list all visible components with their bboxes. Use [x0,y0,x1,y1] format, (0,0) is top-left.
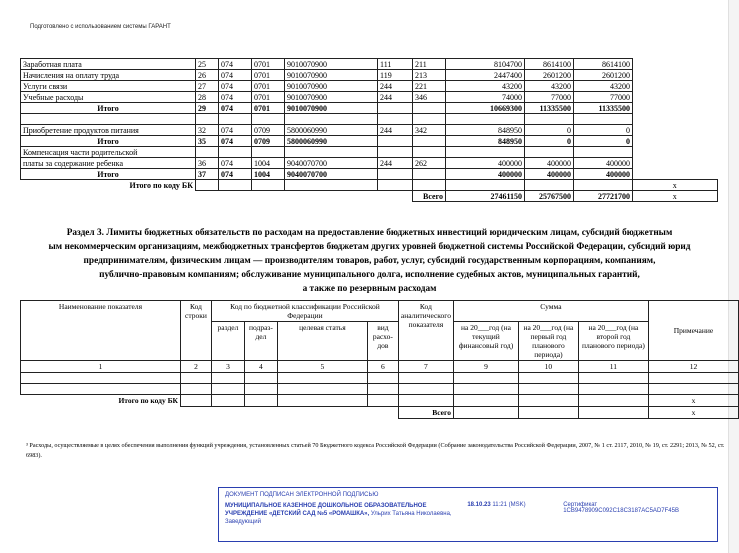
table-cell: 9040070700 [285,158,378,169]
column-number: 11 [578,361,648,373]
table-cell: 29 [196,103,219,114]
table-cell: 400000 [574,169,633,180]
table-cell: 074 [219,92,252,103]
table-cell: 9010070900 [285,103,378,114]
table-cell: 36 [196,158,219,169]
table-cell: 074 [219,125,252,136]
table-cell: 400000 [446,158,525,169]
header-sum-1: на 20___год (на текущий финансовый год) [453,322,518,361]
signature-datetime [467,502,555,526]
header-razdel: раздел [211,322,244,361]
table-cell: 77000 [525,92,574,103]
header-note: Примечание [648,301,738,361]
x-cell: х [633,180,718,191]
table-cell: 074 [219,59,252,70]
table-cell: 119 [378,70,413,81]
table-cell: 074 [219,169,252,180]
vsego-value: 27721700 [574,191,633,202]
signature-title: ДОКУМЕНТ ПОДПИСАН ЭЛЕКТРОННОЙ ПОДПИСЬЮ [225,492,379,498]
table-cell: 0701 [252,92,285,103]
table-cell: 32 [196,125,219,136]
table-cell [413,169,446,180]
section-title-line: публично-правовым компаниям; обслуживание муниципального долга, исполнение судебных актов, муниципальных гарантий, [99,270,640,280]
table-cell [219,147,252,158]
table-cell: 074 [219,158,252,169]
table-cell: 400000 [525,169,574,180]
table-cell [378,103,413,114]
signature-time: 11:21 (MSK) [492,502,526,508]
table-cell: 0709 [252,136,285,147]
table-row [21,81,718,92]
section-title-line: ым некоммерческим организациям, межбюджетных трансфертов бюджетам других уровней бюджетной системы Российской Федерации, субсидий юрид [48,242,691,252]
header-name: Наименование показателя [21,301,181,361]
table-cell: 0701 [252,59,285,70]
column-number: 5 [277,361,367,373]
table-row [21,136,718,147]
table-cell: 0 [525,136,574,147]
signature-org-name: МУНИЦИПАЛЬНОЕ КАЗЕННОЕ ДОШКОЛЬНОЕ ОБРАЗОВАТЕЛЬНОЕ УЧРЕЖДЕНИЕ «ДЕТСКИЙ САД №5 «РОМАШКА», [225,503,427,517]
table-cell: 2601200 [574,70,633,81]
table-cell: 27 [196,81,219,92]
table-cell: 2447400 [446,70,525,81]
table-cell: Итого [21,103,196,114]
table-cell: 400000 [574,158,633,169]
e-signature-stamp [218,487,718,542]
itogo-bk-label: Итого по коду БК [129,180,193,190]
table-row [21,169,718,180]
table-cell: Компенсация части родительской [21,147,196,158]
header-vid: вид расхо-дов [367,322,398,361]
table-cell [378,114,413,125]
table-cell: 0 [525,125,574,136]
table-cell: 43200 [446,81,525,92]
table-cell: 5800060990 [285,125,378,136]
signature-org [225,502,459,526]
table-cell: 26 [196,70,219,81]
table-cell: 244 [378,125,413,136]
column-number: 7 [398,361,453,373]
table-cell: 262 [413,158,446,169]
expenses-table [20,58,718,202]
column-number: 6 [367,361,398,373]
header-analytic: Код аналитического показателя [398,301,453,361]
column-number: 9 [453,361,518,373]
footnote: ³ Расходы, осуществляемые в целях обеспечения выполнения функций учреждения, установленных статьей 70 Бюджетного кодекса Российской Федерации (Собрание законодательства Российской Федерации, 2007, № 1 ст. 2117, 2010, № 19, ст. 2291; 2013, № 52, ст. 6983). [26,442,725,459]
table-cell: 9010070900 [285,59,378,70]
vsego-label: Всего [413,191,446,202]
vsego-value: 25767500 [525,191,574,202]
table-cell [413,103,446,114]
table-cell: 074 [219,70,252,81]
table-cell: 8104700 [446,59,525,70]
table-cell: 77000 [574,92,633,103]
table-cell: 28 [196,92,219,103]
table-cell: 2601200 [525,70,574,81]
table-cell [413,114,446,125]
table-cell: 10669300 [446,103,525,114]
table-cell: 211 [413,59,446,70]
table-cell: 848950 [446,136,525,147]
table-row [21,103,718,114]
x-cell: х [648,407,738,419]
header-sum-3: на 20___год (на второй год планового периода) [578,322,648,361]
signature-person: Ульрих Татьяна Николаевна, Заведующий [225,511,452,525]
table-cell: 111 [378,59,413,70]
table-row [21,70,718,81]
limits-table [20,300,739,419]
table-cell: 0701 [252,103,285,114]
table-cell [413,136,446,147]
table-row [21,92,718,103]
table-row [21,158,718,169]
table-cell: 848950 [446,125,525,136]
table-cell: платы за содержание ребенка [21,158,196,169]
header-target: целевая статья [277,322,367,361]
garant-header: Подготовлено с использованием системы ГАРАНТ [30,24,171,30]
table-cell [378,169,413,180]
table-cell [525,147,574,158]
table-cell [219,114,252,125]
table-row [21,59,718,70]
table-cell: 9040070700 [285,169,378,180]
table-cell [21,114,196,125]
table-cell: 35 [196,136,219,147]
table-row [21,147,718,158]
table-cell: 9010070900 [285,70,378,81]
table-cell: 074 [219,81,252,92]
table-cell: Учебные расходы [21,92,196,103]
table-cell: Заработная плата [21,59,196,70]
table-cell: 8614100 [525,59,574,70]
top-strip [0,0,739,18]
table-cell [378,147,413,158]
section-title-line: предпринимателям, физическим лицам — производителям товаров, работ, услуг, субсидий государственным корпорациям, компаниям, [83,256,656,266]
table-cell [574,114,633,125]
x-cell: х [648,395,738,407]
header-sum-2: на 20___год (на первый год планового периода) [518,322,578,361]
table-cell: Начисления на оплату труда [21,70,196,81]
table-cell: 346 [413,92,446,103]
table-cell: Услуги связи [21,81,196,92]
table-cell: 5800060990 [285,136,378,147]
column-number: 3 [211,361,244,373]
table-cell: 1004 [252,169,285,180]
header-bk: Код по бюджетной классификации Российской Федерации [211,301,398,322]
table-cell: 11335500 [574,103,633,114]
table-cell: 1004 [252,158,285,169]
table-cell: 342 [413,125,446,136]
column-number: 2 [180,361,211,373]
table-cell [196,114,219,125]
column-number: 1 [21,361,181,373]
table-row [21,114,718,125]
table-cell: 43200 [525,81,574,92]
table-cell: 37 [196,169,219,180]
table-cell: Итого [21,136,196,147]
table-cell: 0709 [252,125,285,136]
table-cell: 244 [378,158,413,169]
table-cell: 400000 [525,158,574,169]
table-cell [413,147,446,158]
table-cell [196,147,219,158]
table-cell [285,147,378,158]
table-cell: 9010070900 [285,92,378,103]
table-cell [446,147,525,158]
table-cell: 11335500 [525,103,574,114]
table-cell: 244 [378,92,413,103]
table-cell [446,114,525,125]
table-cell [252,114,285,125]
section-title-line: а также по резервным расходам [302,284,437,294]
itogo-bk-label: Итого по коду БК [21,395,181,407]
table-cell: 74000 [446,92,525,103]
table-cell [285,114,378,125]
table-cell: 244 [378,81,413,92]
signature-cert: Сертификат 1CB9478909C092C18C3187AC5AD7F45B [563,502,679,514]
table-cell: 221 [413,81,446,92]
table-cell: 25 [196,59,219,70]
table-cell: Итого [21,169,196,180]
section-title-line: Раздел 3. Лимиты бюджетных обязательств по расходам на предоставление бюджетных инвестиций юридическим лицам, субсидий бюджетным [66,228,673,238]
table-cell: 0701 [252,81,285,92]
column-number: 4 [244,361,277,373]
table-cell [574,147,633,158]
vsego-label: Всего [398,407,453,419]
x-cell: х [633,191,718,202]
table-cell: 8614100 [574,59,633,70]
section-3-title [0,226,739,296]
table-row [21,125,718,136]
header-podrazdel: подраз-дел [244,322,277,361]
table-cell [525,114,574,125]
table-cell: 213 [413,70,446,81]
table-cell: 0701 [252,70,285,81]
table-cell: 9010070900 [285,81,378,92]
table-cell: 074 [219,136,252,147]
table-cell [252,147,285,158]
table-cell: 43200 [574,81,633,92]
table-cell: 074 [219,103,252,114]
table-cell: 0 [574,136,633,147]
header-sum: Сумма [453,301,648,322]
header-code: Код строки [180,301,211,361]
table-cell: 400000 [446,169,525,180]
vsego-value: 27461150 [446,191,525,202]
signature-date: 18.10.23 [467,502,491,508]
column-number: 12 [648,361,738,373]
table-cell: 0 [574,125,633,136]
column-number: 10 [518,361,578,373]
table-cell [378,136,413,147]
table-cell: Приобретение продуктов питания [21,125,196,136]
